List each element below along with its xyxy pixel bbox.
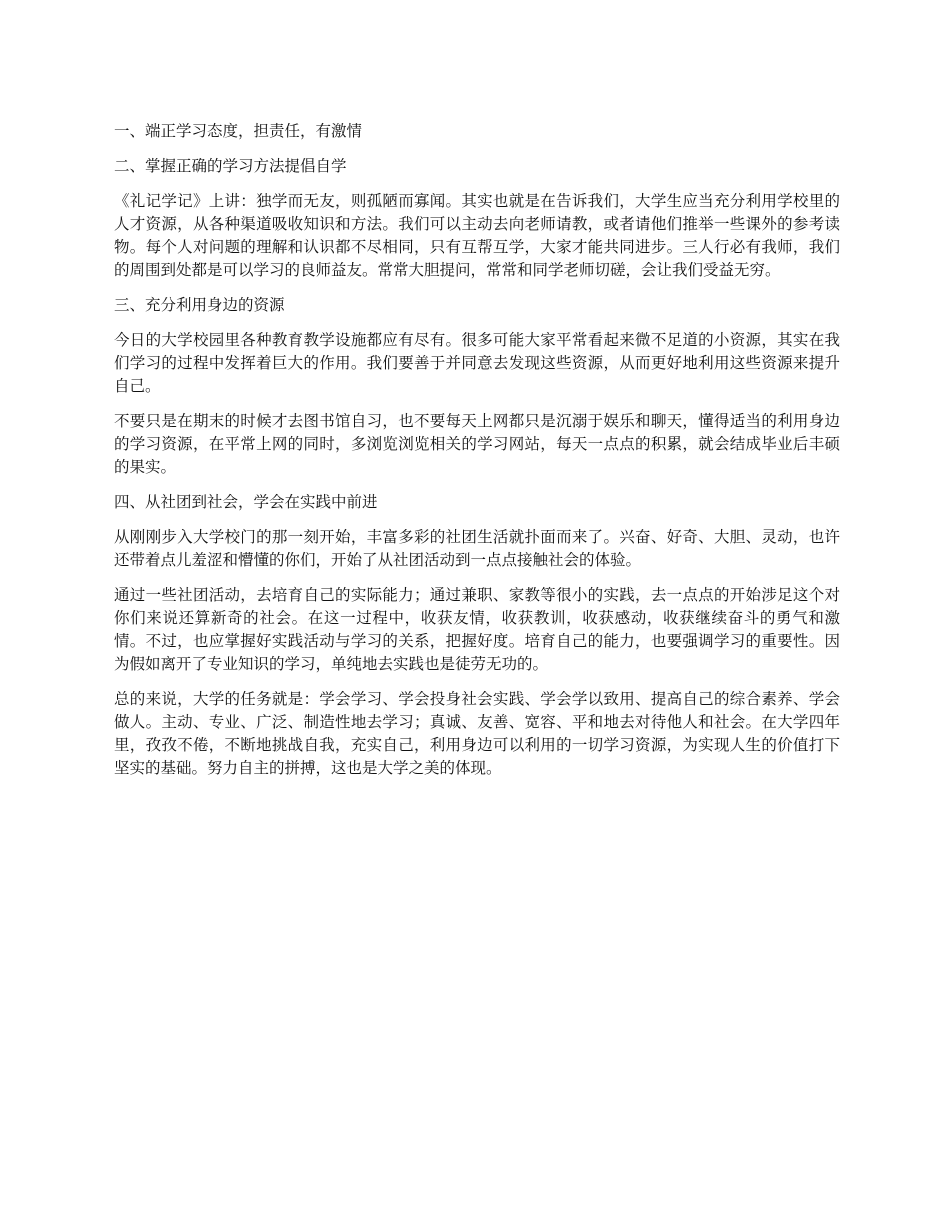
paragraph-practice: 通过一些社团活动，去培育自己的实际能力；通过兼职、家教等很小的实践，去一点点的开始涉足这个对你们来说还算新奇的社会。在这一过程中，收获友情，收获教训，收获感动，收获继续奋斗的勇气和激情。不过，也应掌握好实践活动与学习的关系，把握好度。培育自己的能力，也要强调学习的重要性。因为假如离开了专业知识的学习，单纯地去实践也是徒劳无功的。 [114, 586, 840, 673]
section-heading-1: 一、端正学习态度，担责任，有激情 [114, 122, 363, 140]
paragraph-campus-resources: 今日的大学校园里各种教育教学设施都应有尽有。很多可能大家平常看起来微不足道的小资源，其实在我们学习的过程中发挥着巨大的作用。我们要善于并同意去发现这些资源，从而更好地利用这些资源来提升自己。 [114, 331, 840, 395]
document-page [114, 120, 840, 792]
section-heading-3: 三、充分利用身边的资源 [114, 296, 285, 314]
paragraph-liji: 《礼记学记》上讲：独学而无友，则孤陋而寡闻。其实也就是在告诉我们，大学生应当充分利用学校里的人才资源，从各种渠道吸收知识和方法。我们可以主动去向老师请教，或者请他们推举一些课外的参考读物。每个人对问题的理解和认识都不尽相同，只有互帮互学，大家才能共同进步。三人行必有我师，我们的周围到处都是可以学习的良师益友。常常大胆提问，常常和同学老师切磋，会让我们受益无穷。 [114, 192, 840, 279]
section-heading-2: 二、掌握正确的学习方法提倡自学 [114, 157, 347, 175]
paragraph-library: 不要只是在期末的时候才去图书馆自习，也不要每天上网都只是沉溺于娱乐和聊天，懂得适当的利用身边的学习资源，在平常上网的同时，多浏览浏览相关的学习网站，每天一点点的积累，就会结成毕业后丰硕的果实。 [114, 412, 840, 476]
paragraph-summary: 总的来说，大学的任务就是：学会学习、学会投身社会实践、学会学以致用、提高自己的综合素养、学会做人。主动、专业、广泛、制造性地去学习；真诚、友善、宽容、平和地去对待他人和社会。在大学四年里，孜孜不倦，不断地挑战自我，充实自己，利用身边可以利用的一切学习资源，为实现人生的价值打下坚实的基础。努力自主的拼搏，这也是大学之美的体现。 [114, 690, 840, 777]
section-heading-4: 四、从社团到社会，学会在实践中前进 [114, 493, 378, 511]
paragraph-clubs: 从刚刚步入大学校门的那一刻开始，丰富多彩的社团生活就扑面而来了。兴奋、好奇、大胆、灵动，也许还带着点儿羞涩和懵懂的你们，开始了从社团活动到一点点接触社会的体验。 [114, 528, 840, 569]
